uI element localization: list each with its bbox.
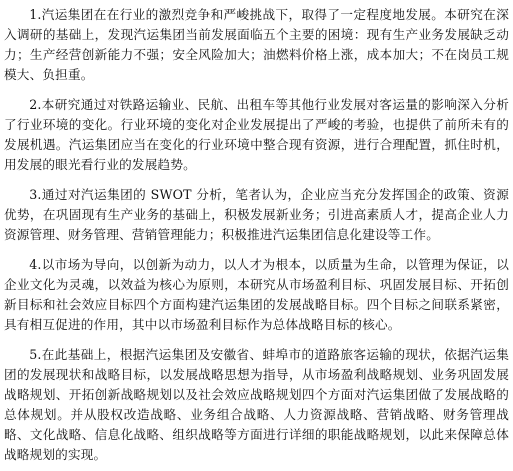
paragraph-3: 3.通过对汽运集团的 SWOT 分析，笔者认为，企业应当充分发挥国企的政策、资源优势，在巩固现有生产业务的基础上，积极发展新业务；引进高素质人才，提高企业人力资源管理、财务管理、营销管理能力；积极推进汽运集团信息化建设等工作。 [4,187,509,242]
document-body [4,5,509,465]
paragraph-5: 5.在此基础上，根据汽运集团及安徽省、蚌埠市的道路旅客运输的现状，依据汽运集团的发展现状和战略目标，以发展战略思想为指导，从市场盈利战略规划、业务巩固发展战略规划、开拓创新战略规划以及社会效应战略规划四个方面对汽运集团做了发展战略的总体规划。并从股权改造战略、业务组合战略、人力资源战略、营销战略、财务管理战略、文化战略、信息化战略、组织战略等方面进行详细的职能战略规划，以此来保障总体战略规划的实现。 [4,347,509,462]
paragraph-4: 4.以市场为导向，以创新为动力，以人才为根本，以质量为生命，以管理为保证，以企业文化为灵魂，以效益为核心为原则，本研究从市场盈利目标、巩固发展目标、开拓创新目标和社会效应目标四个方面构建汽运集团的发展战略目标。四个目标之间联系紧密，具有相互促进的作用，其中以市场盈利目标作为总体战略目标的核心。 [4,257,509,332]
paragraph-1: 1.汽运集团在在行业的激烈竞争和严峻挑战下，取得了一定程度地发展。本研究在深入调研的基础上，发现汽运集团当前发展面临五个主要的困境：现有生产业务发展缺乏动力；生产经营创新能力不强；安全风险加大；油燃料价格上涨，成本加大；不在岗员工规模大、负担重。 [4,7,509,82]
paragraph-2: 2.本研究通过对铁路运输业、民航、出租车等其他行业发展对客运量的影响深入分析了行业环境的变化。行业环境的变化对企业发展提出了严峻的考验，也提供了前所未有的发展机遇。汽运集团应当在变化的行业环境中整合现有资源，进行合理配置，抓住时机，用发展的眼光看行业的发展趋势。 [4,97,509,172]
